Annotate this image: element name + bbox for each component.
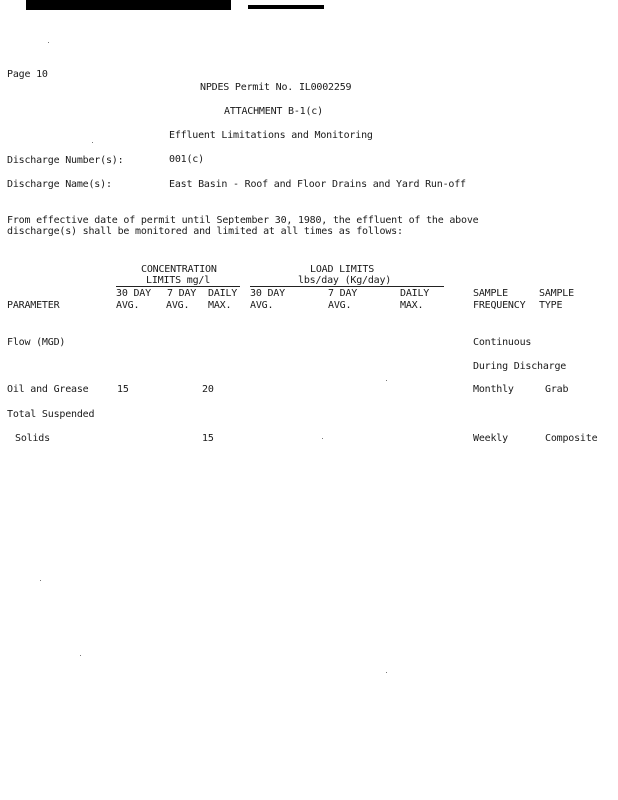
header-load-daily-max: MAX. — [400, 300, 424, 311]
header-concentration-units: LIMITS mg/l — [146, 275, 211, 286]
scan-speck — [40, 580, 41, 581]
row-flow-frequency: Continuous — [473, 337, 532, 348]
scan-speck — [92, 142, 93, 143]
header-conc-7day-avg: AVG. — [166, 300, 190, 311]
header-conc-7day: 7 DAY — [167, 288, 197, 299]
discharge-name-value: East Basin - Roof and Floor Drains and Yard Run-off — [169, 179, 466, 190]
row-tss-parameter: Total Suspended — [7, 409, 95, 420]
row-tss-frequency: Weekly — [473, 433, 508, 444]
scan-speck — [322, 438, 323, 439]
row-tss-conc-daily: 15 — [202, 433, 214, 444]
header-load-7day: 7 DAY — [328, 288, 358, 299]
header-load-30day: 30 DAY — [250, 288, 285, 299]
scan-speck — [386, 380, 387, 381]
header-rule-concentration — [116, 286, 240, 287]
row-flow-frequency-cont: During Discharge — [473, 361, 567, 372]
header-concentration: CONCENTRATION — [141, 264, 217, 275]
page-label: Page 10 — [7, 69, 48, 80]
discharge-number-value: 001(c) — [169, 154, 204, 165]
intro-text-line2: discharge(s) shall be monitored and limited at all times as follows: — [7, 226, 403, 237]
header-sample-frequency-2: FREQUENCY — [473, 300, 526, 311]
discharge-name-label: Discharge Name(s): — [7, 179, 112, 190]
row-flow-parameter: Flow (MGD) — [7, 337, 66, 348]
header-sample-frequency-1: SAMPLE — [473, 288, 508, 299]
header-rule-load — [250, 286, 444, 287]
row-tss-type: Composite — [545, 433, 598, 444]
redaction-bar-left — [26, 0, 231, 10]
header-sample-type-2: TYPE — [539, 300, 563, 311]
header-load-7day-avg: AVG. — [328, 300, 352, 311]
permit-number: NPDES Permit No. IL0002259 — [200, 82, 352, 93]
header-load-daily: DAILY — [400, 288, 430, 299]
header-parameter: PARAMETER — [7, 300, 60, 311]
row-oil-conc-daily: 20 — [202, 384, 214, 395]
redaction-bar-right — [248, 5, 324, 9]
row-oil-frequency: Monthly — [473, 384, 514, 395]
scan-speck — [48, 42, 49, 43]
header-sample-type-1: SAMPLE — [539, 288, 574, 299]
header-conc-daily: DAILY — [208, 288, 238, 299]
intro-text-line1: From effective date of permit until September 30, 1980, the effluent of the above — [7, 215, 479, 226]
header-conc-30day-avg: AVG. — [116, 300, 140, 311]
discharge-number-label: Discharge Number(s): — [7, 155, 124, 166]
header-conc-daily-max: MAX. — [208, 300, 232, 311]
row-oil-conc-30day: 15 — [117, 384, 129, 395]
scan-speck — [80, 655, 81, 656]
attachment-title: ATTACHMENT B-1(c) — [224, 106, 323, 117]
header-load-units: lbs/day (Kg/day) — [298, 275, 392, 286]
document-subtitle: Effluent Limitations and Monitoring — [169, 130, 373, 141]
header-load-30day-avg: AVG. — [250, 300, 274, 311]
header-conc-30day: 30 DAY — [116, 288, 151, 299]
row-oil-parameter: Oil and Grease — [7, 384, 89, 395]
header-load-limits: LOAD LIMITS — [310, 264, 375, 275]
row-oil-type: Grab — [545, 384, 569, 395]
row-tss-parameter-cont: Solids — [15, 433, 50, 444]
scan-speck — [386, 672, 387, 673]
